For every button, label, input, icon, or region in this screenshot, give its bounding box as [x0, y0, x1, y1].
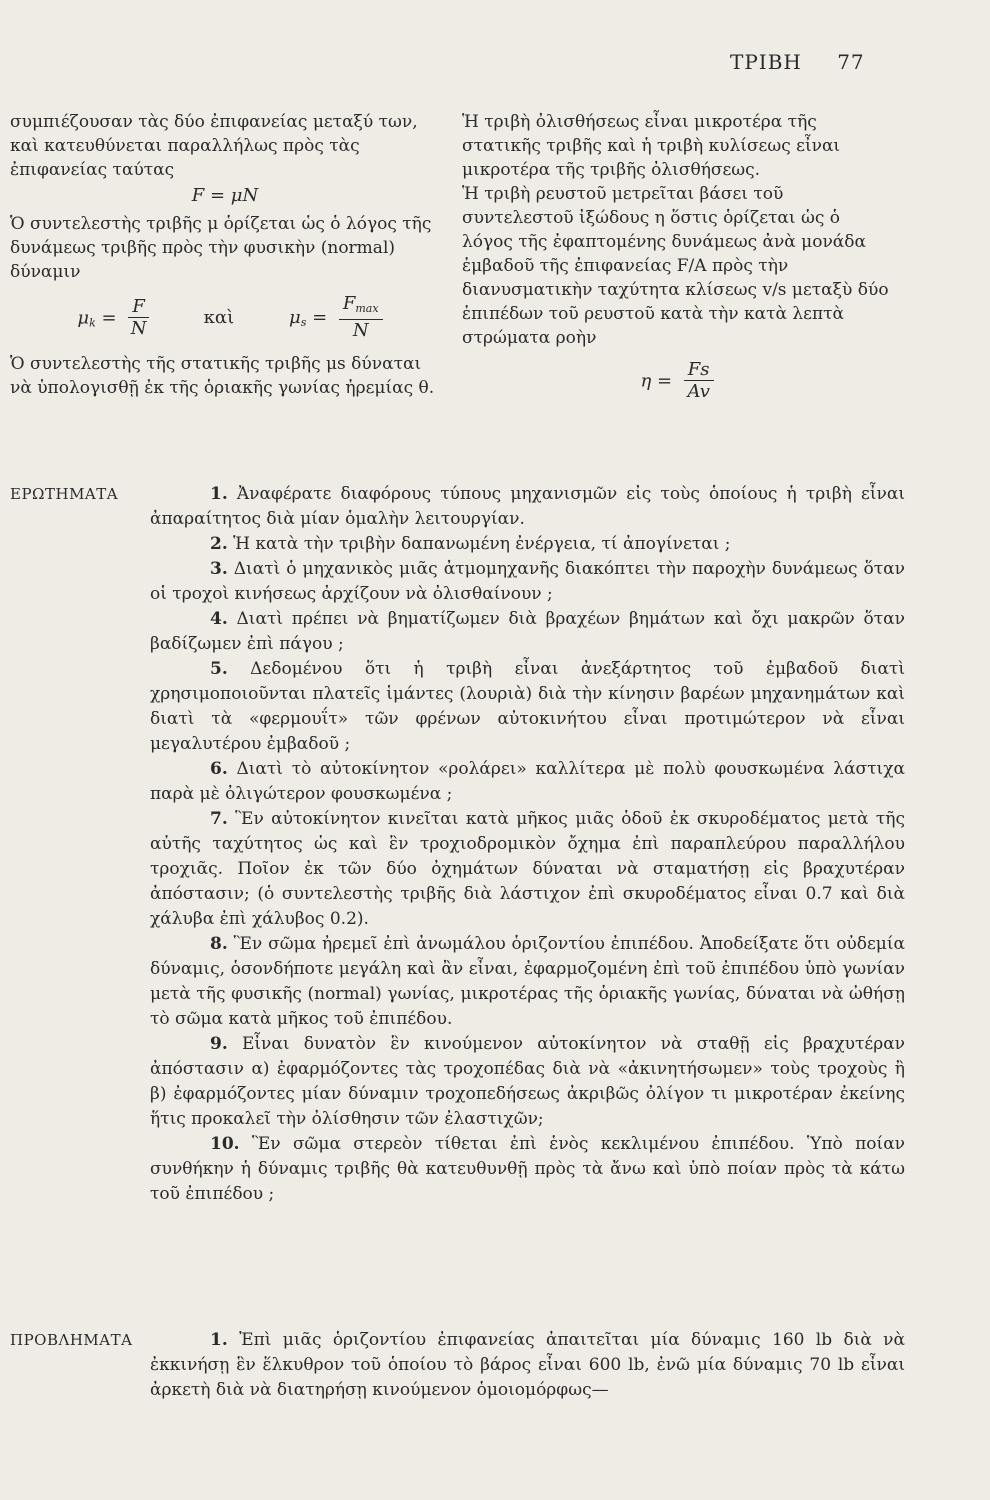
list-item [150, 757, 905, 807]
item-text: Διατὶ ὁ μηχανικὸς μιᾶς ἀτμομηχανῆς διακόπτει τὴν παροχὴν δυνάμεως ὅταν οἱ τροχοὶ κινήσεως ἀρχίζουν νὰ ὀλισθαίνουν ; [150, 559, 905, 604]
item-text: Ἀναφέρατε διαφόρους τύπους μηχανισμῶν εἰς τοὺς ὁποίους ἡ τριβὴ εἶναι ἀπαραίτητος διὰ μίαν ὁμαλὴν λειτουργίαν. [150, 484, 905, 529]
item-text: Διατὶ πρέπει νὰ βηματίζωμεν διὰ βραχέων βημάτων καὶ ὄχι μακρῶν ὅταν βαδίζωμεν ἐπὶ πάγου ; [150, 609, 905, 654]
right-paragraph-2: Ἡ τριβὴ ρευστοῦ μετρεῖται βάσει τοῦ συντελεστοῦ ἰξώδους η ὅστις ὁρίζεται ὡς ὁ λόγος τῆς ἐφαπτομένης δυνάμεως ἀνὰ μονάδα ἐμβαδοῦ τῆς ἐπιφανείας F/A πρὸς τὴν διανυσματικὴν ταχύτητα κλίσεως v/s μεταξὺ δύο ἐπιπέδων τοῦ ρευστοῦ κατὰ τὴν κατὰ λεπτὰ στρώματα ροὴν [462, 184, 889, 348]
list-item [150, 932, 905, 1032]
problems-list [150, 1328, 905, 1403]
item-number: 1. [210, 484, 228, 504]
item-number: 8. [210, 934, 228, 954]
right-paragraph-1: Ἡ τριβὴ ὀλισθήσεως εἶναι μικροτέρα τῆς στατικῆς τριβῆς καὶ ἡ τριβὴ κυλίσεως εἶναι μικροτέρα τῆς τριβῆς ὀλισθήσεως. [462, 112, 841, 180]
problems-heading: ΠΡΟΒΛΗΜΑΤΑ [10, 1331, 133, 1349]
running-title: ΤΡΙΒΗ [730, 50, 802, 74]
item-text: Ἡ κατὰ τὴν τριβὴν δαπανωμένη ἐνέργεια, τί ἀπογίνεται ; [233, 534, 731, 554]
item-number: 6. [210, 759, 228, 779]
right-column [462, 110, 892, 407]
item-text: Διατὶ τὸ αὐτοκίνητον «ρολάρει» καλλίτερα μὲ πολὺ φουσκωμένα λάστιχα παρὰ μὲ ὀλιγώτερον φουσκωμένα ; [150, 759, 906, 804]
item-text: Ἓν αὐτοκίνητον κινεῖται κατὰ μῆκος μιᾶς ὁδοῦ ἐκ σκυροδέματος μετὰ τῆς αὐτῆς ταχύτητος ὡς καὶ ἓν τροχιοδρομικὸν ὄχημα ἐπὶ παραπλεύρου παραλλήλου τροχιᾶς. Ποῖον ἐκ τῶν δύο ὀχημάτων δύναται νὰ σταματήσῃ εἰς βραχυτέραν ἀπόστασιν; (ὁ συντελεστὴς τριβῆς διὰ λάστιχον ἐπὶ σκυροδέματος εἶναι 0.7 καὶ διὰ χάλυβα ἐπὶ χάλυβος 0.2). [150, 809, 905, 929]
list-item [150, 1328, 905, 1403]
kinetic-coefficient-formula: $\mu_k$ = $\frac{F}{N}$ [77, 297, 148, 340]
item-number: 3. [210, 559, 228, 579]
item-number: 9. [210, 1034, 228, 1054]
page-header [730, 50, 865, 74]
item-text: Ἓν σῶμα στερεὸν τίθεται ἐπὶ ἑνὸς κεκλιμένου ἐπιπέδου. Ὑπὸ ποίαν συνθήκην ἡ δύναμις τριβῆς θὰ κατευθυνθῇ πρὸς τὰ ἄνω καὶ ὑπὸ ποίαν πρὸς τὰ κάτω τοῦ ἐπιπέδου ; [150, 1134, 906, 1204]
item-text: Ἓν σῶμα ἠρεμεῖ ἐπὶ ἀνωμάλου ὁριζοντίου ἐπιπέδου. Ἀποδείξατε ὅτι οὐδεμία δύναμις, ὁσονδήποτε μεγάλη καὶ ἂν εἶναι, ἐφαρμοζομένη ἐπὶ τοῦ ἐπιπέδου ὑπὸ γωνίαν μετὰ τῆς φυσικῆς (normal) γωνίας, μικροτέρας τῆς ὁριακῆς γωνίας, δύναται νὰ ὠθήσῃ τὸ σῶμα κατὰ μῆκος τοῦ ἐπιπέδου. [150, 934, 905, 1029]
list-item [150, 807, 905, 932]
item-number: 2. [210, 534, 228, 554]
questions-heading: ΕΡΩΤΗΜΑΤΑ [10, 485, 119, 503]
item-text: Δεδομένου ὅτι ἡ τριβὴ εἶναι ἀνεξάρτητος τοῦ ἐμβαδοῦ διατὶ χρησιμοποιοῦνται πλατεῖς ἱμάντες (λουριὰ) διὰ τὴν κίνησιν βαρέων μηχανημάτων καὶ διατὶ τὰ «φερμουΐτ» τῶν φρένων αὐτοκινήτου εἶναι προτιμώτερον νὰ εἶναι μεγαλυτέρου ἐμβαδοῦ ; [150, 659, 905, 754]
list-item [150, 1132, 905, 1207]
item-number: 7. [210, 809, 228, 829]
left-paragraph-1: συμπιέζουσαν τὰς δύο ἐπιφανείας μεταξύ των, καὶ κατευθύνεται παραλλήλως πρὸς τὰς ἐπιφανείας ταύτας [10, 112, 418, 180]
list-item [150, 482, 905, 532]
static-coefficient-formula: $\mu_s$ = $\frac{F_{max}}{N}$ [289, 294, 383, 342]
kai-word: καὶ [203, 307, 235, 328]
friction-formula: F = μN [191, 185, 259, 206]
list-item [150, 1032, 905, 1132]
list-item [150, 557, 905, 607]
left-column [10, 110, 440, 400]
left-paragraph-2: Ὁ συντελεστὴς τριβῆς μ ὁρίζεται ὡς ὁ λόγος τῆς δυνάμεως τριβῆς πρὸς τὴν φυσικὴν (normal) δύναμιν [10, 214, 432, 282]
item-number: 1. [210, 1330, 228, 1350]
item-number: 5. [210, 659, 228, 679]
list-item [150, 532, 905, 557]
item-number: 10. [210, 1134, 240, 1154]
questions-list [150, 482, 905, 1207]
list-item [150, 657, 905, 757]
coefficient-formulas [50, 294, 410, 342]
item-number: 4. [210, 609, 228, 629]
page-number: 77 [837, 50, 865, 74]
left-paragraph-3: Ὁ συντελεστὴς τῆς στατικῆς τριβῆς μs δύναται νὰ ὑπολογισθῇ ἐκ τῆς ὁριακῆς γωνίας ἠρεμίας θ. [10, 354, 435, 398]
viscosity-formula: η = $\frac{Fs}{Av}$ [462, 360, 892, 403]
item-text: Ἐπὶ μιᾶς ὁριζοντίου ἐπιφανείας ἀπαιτεῖται μία δύναμις 160 lb διὰ νὰ ἐκκινήσῃ ἓν ἕλκυθρον τοῦ ὁποίου τὸ βάρος εἶναι 600 lb, ἐνῶ μία δύναμις 70 lb εἶναι ἀρκετὴ διὰ νὰ διατηρήσῃ κινούμενον ὁμοιομόρφως— [150, 1330, 905, 1400]
list-item [150, 607, 905, 657]
item-text: Εἶναι δυνατὸν ἓν κινούμενον αὐτοκίνητον νὰ σταθῇ εἰς βραχυτέραν ἀπόστασιν α) ἐφαρμόζοντες τὰς τροχοπέδας διὰ νὰ «ἀκινητήσωμεν» τοὺς τροχοὺς ἢ β) ἐφαρμόζοντες μίαν δύναμιν τροχοπεδήσεως ἀκριβῶς ὀλίγον τι μικροτέραν ἐκείνης ἥτις προκαλεῖ τὴν ὀλίσθησιν τῶν ἐλαστιχῶν; [150, 1034, 906, 1129]
